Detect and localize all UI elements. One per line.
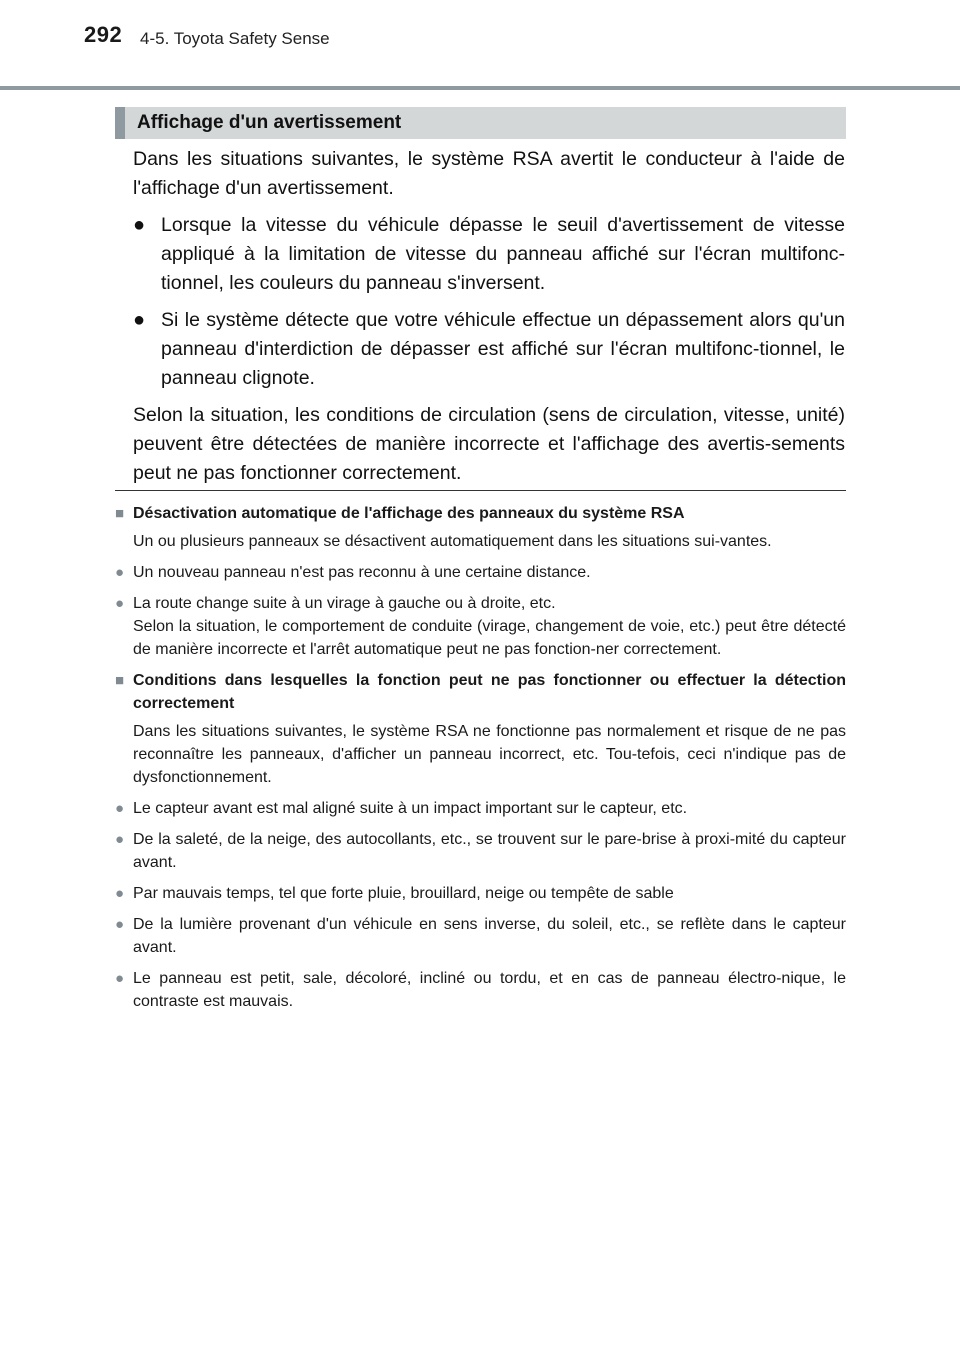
bullet-dot-icon: ● <box>115 564 125 581</box>
bullet-dot-icon: ● <box>133 214 146 236</box>
square-bullet-icon: ■ <box>115 505 125 522</box>
page-number: 292 <box>84 22 123 47</box>
note-bullet: ● De la saleté, de la neige, des autocollants, etc., se trouvent sur le pare-brise à proxi-mité du capteur avant. <box>115 828 846 874</box>
chapter-title: 4-5. Toyota Safety Sense <box>140 29 330 48</box>
note-bullet <box>115 592 846 661</box>
note-bullet: ● De la lumière provenant d'un véhicule en sens inverse, du soleil, etc., se reflète dans le capteur avant. <box>115 913 846 959</box>
main-body <box>133 145 845 496</box>
bullet-dot-icon: ● <box>115 595 125 612</box>
note-bullet-text: La route change suite à un virage à gauche ou à droite, etc. <box>133 595 556 612</box>
intro-paragraph: Dans les situations suivantes, le système RSA avertit le conducteur à l'aide de l'affichage d'un avertissement. <box>133 148 845 199</box>
note-bullet-subtext: Selon la situation, le comportement de conduite (virage, changement de voie, etc.) peut être détecté de manière incorrecte et l'arrêt automatique peut ne pas fonction-ner correctement. <box>133 618 846 658</box>
note-heading: ■ Conditions dans lesquelles la fonction peut ne pas fonctionner ou effectuer la détection correctement <box>115 669 846 715</box>
warning-bullet <box>133 211 845 298</box>
notes-section <box>115 502 846 1021</box>
closing-paragraph: Selon la situation, les conditions de circulation (sens de circulation, vitesse, unité) peuvent être détectées de manière incorrecte et l'affichage des avertis-sements peut ne pas fonctionner correctement. <box>133 404 845 484</box>
bullet-dot-icon: ● <box>115 831 125 848</box>
note-bullet: ● Le capteur avant est mal aligné suite à un impact important sur le capteur, etc. <box>115 797 846 820</box>
warning-bullet <box>133 306 845 393</box>
bullet-dot-icon: ● <box>115 800 125 817</box>
bullet-dot-icon: ● <box>115 916 125 933</box>
note-bullet: ● Un nouveau panneau n'est pas reconnu à une certaine distance. <box>115 561 846 584</box>
bullet-dot-icon: ● <box>115 970 125 987</box>
note-paragraph: Un ou plusieurs panneaux se désactivent automatiquement dans les situations sui-vantes. <box>133 533 772 550</box>
bullet-dot-icon: ● <box>115 885 125 902</box>
bullet-text: Lorsque la vitesse du véhicule dépasse le seuil d'avertissement de vitesse appliqué à la limitation de vitesse du panneau affiché sur l'écran multifonc-tionnel, les couleurs du panneau s'inversent. <box>161 214 845 294</box>
bullet-text: Si le système détecte que votre véhicule effectue un dépassement alors qu'un panneau d'interdiction de dépasser est affiché sur l'écran multifonc-tionnel, le panneau clignote. <box>161 309 845 389</box>
bullet-dot-icon: ● <box>133 309 146 331</box>
note-heading: ■ Désactivation automatique de l'affichage des panneaux du système RSA <box>115 502 846 525</box>
note-paragraph: Dans les situations suivantes, le système RSA ne fonctionne pas normalement et risque de ne pas reconnaître les panneaux, d'afficher un panneau incorrect, etc. Tou-tefois, ceci n'indique pas de dysfonctionnement. <box>133 723 846 786</box>
square-bullet-icon: ■ <box>115 672 125 689</box>
note-bullet: ● Le panneau est petit, sale, décoloré, incliné ou tordu, et en cas de panneau électro-nique, le contraste est mauvais. <box>115 967 846 1013</box>
section-header: Affichage d'un avertissement <box>115 107 846 139</box>
note-bullet: ● Par mauvais temps, tel que forte pluie, brouillard, neige ou tempête de sable <box>115 882 846 905</box>
header-rule <box>0 86 960 90</box>
section-divider <box>115 490 846 491</box>
